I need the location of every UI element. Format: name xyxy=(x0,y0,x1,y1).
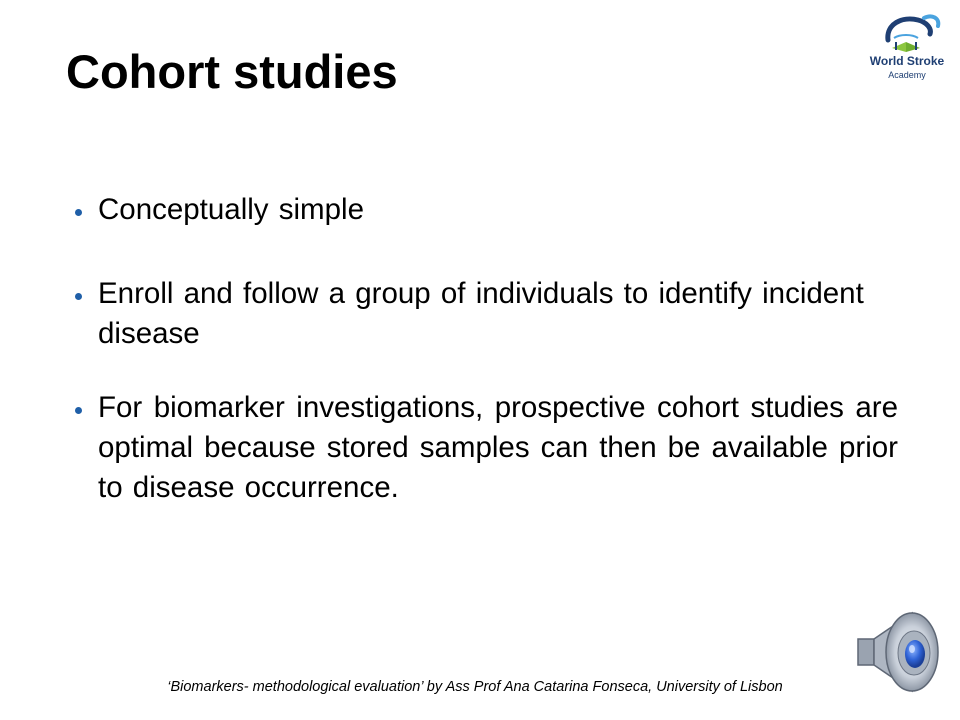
bullet-dot-icon xyxy=(75,209,82,216)
bullet-dot-icon xyxy=(75,407,82,414)
world-stroke-academy-logo xyxy=(866,10,948,94)
bullet-dot-icon xyxy=(75,293,82,300)
slide-footer xyxy=(0,679,960,695)
bullet-text: Conceptually simple xyxy=(98,193,364,226)
logo-subtitle: Academy xyxy=(888,70,926,80)
logo-title: World Stroke xyxy=(869,54,945,68)
bullet-text: For biomarker investigations, prospective cohort studies are optimal because stored samples can then be available prior to disease occurrence. xyxy=(98,391,898,504)
bullet-item xyxy=(70,388,898,508)
bullet-item xyxy=(70,274,910,354)
slide-title: Cohort studies xyxy=(66,45,398,98)
logo-icon xyxy=(866,10,948,56)
bullet-item xyxy=(70,190,910,230)
bullet-list xyxy=(70,190,910,508)
footer-citation: ‘Biomarkers- methodological evaluation’ by Ass Prof Ana Catarina Fonseca, University of Lisbon xyxy=(167,679,783,695)
bullet-text: Enroll and follow a group of individuals to identify incident disease xyxy=(98,277,864,350)
